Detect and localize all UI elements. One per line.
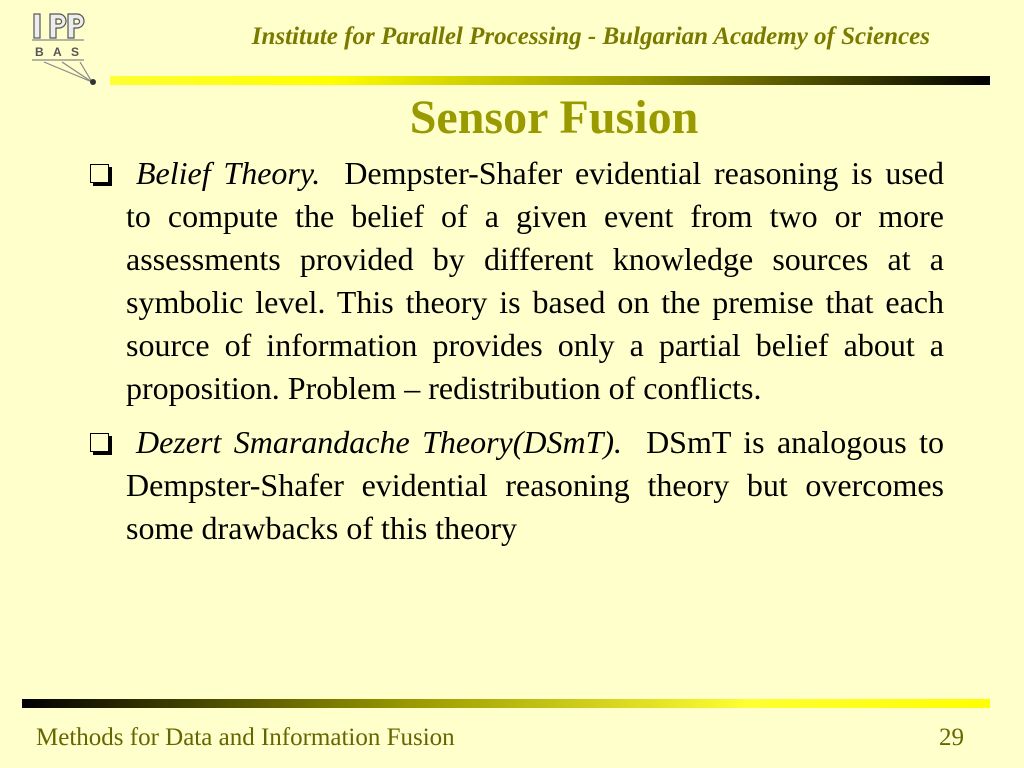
footer-course-title: Methods for Data and Information Fusion (36, 724, 455, 751)
slide-title: Sensor Fusion (409, 91, 699, 144)
bullet-item (88, 421, 944, 550)
checkbox-bullet-icon (90, 433, 109, 452)
checkbox-bullet-icon (90, 164, 109, 183)
footer-divider (22, 699, 990, 708)
bullet-item (88, 152, 944, 410)
bullet-lead: Belief Theory. (136, 155, 321, 191)
page-number: 29 (939, 724, 964, 751)
svg-text:S: S (71, 45, 80, 59)
bullet-text: DSmT is analogous to Dempster-Shafer evidential reasoning theory but overcomes some drawbacks of this theory (126, 424, 945, 546)
slide-body (88, 152, 944, 561)
svg-text:A: A (53, 45, 62, 59)
institute-title: Institute for Parallel Processing - Bulgarian Academy of Sciences (251, 23, 930, 50)
bullet-text: Dempster-Shafer evidential reasoning is used to compute the belief of a given event from two or more assessments provided by different knowledge sources at a symbolic level. This theory is based on the premise that each source of information provides only a partial belief about a proposition. Problem – redistribution of conflicts. (126, 155, 945, 406)
svg-text:B: B (35, 45, 44, 59)
header-divider (110, 76, 990, 85)
bullet-lead: Dezert Smarandache Theory(DSmT). (136, 424, 623, 460)
